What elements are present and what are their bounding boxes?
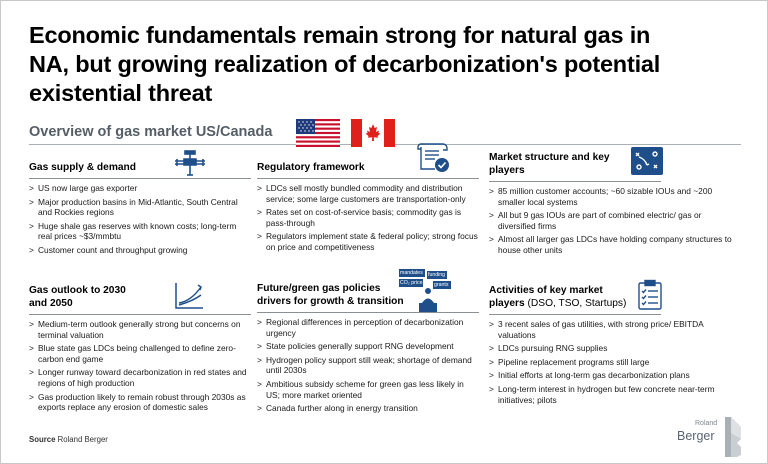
certificate-icon bbox=[415, 141, 453, 175]
list-item: > Hydrogen policy support still weak; shortage of demand until 2030s bbox=[257, 355, 479, 376]
valve-pipe-icon bbox=[173, 149, 207, 177]
bullet-list bbox=[29, 319, 251, 413]
list-item: > Ambitious subsidy scheme for green gas less likely in US; more market oriented bbox=[257, 379, 479, 400]
section-title: Market structure and key players bbox=[489, 152, 610, 176]
source-note bbox=[29, 435, 108, 444]
section-market-activities bbox=[489, 284, 741, 408]
icon-label-grants: grants bbox=[434, 282, 449, 288]
slide-subtitle: Overview of gas market US/Canada bbox=[29, 124, 273, 140]
list-item: > LDCs sell mostly bundled commodity and distribution service; some large customers are transportation-only bbox=[257, 183, 479, 204]
section-title bbox=[489, 284, 639, 310]
source-value: Roland Berger bbox=[57, 435, 108, 444]
strategy-board-icon bbox=[631, 147, 663, 175]
list-item: > Medium-term outlook generally strong but concerns on terminal valuation bbox=[29, 319, 251, 340]
list-item: > Customer count and throughput growing bbox=[29, 245, 251, 256]
section-divider bbox=[29, 178, 251, 179]
clipboard-checklist-icon bbox=[637, 279, 663, 311]
section-title: Future/green gas policies drivers for growth & transition bbox=[257, 283, 404, 307]
bullet-list bbox=[257, 317, 479, 414]
list-item: > Pipeline replacement programs still large bbox=[489, 357, 741, 368]
canada-flag-icon bbox=[351, 119, 395, 147]
bullet-list bbox=[489, 319, 741, 405]
list-item: > Huge shale gas reserves with known costs; long-term real prices ~$3/mmbtu bbox=[29, 221, 251, 242]
section-title-main: Activities of key market players bbox=[489, 285, 603, 309]
list-item: > Almost all larger gas LDCs have holding company structures to house other units bbox=[489, 234, 741, 255]
roland-berger-logo bbox=[723, 415, 745, 459]
list-item: > Initial efforts at long-term gas decarbonization plans bbox=[489, 370, 741, 381]
list-item: > US now large gas exporter bbox=[29, 183, 251, 194]
list-item: > Regulators implement state & federal policy; strong focus on price and competitiveness bbox=[257, 231, 479, 252]
bullet-list bbox=[257, 183, 479, 253]
list-item: > LDCs pursuing RNG supplies bbox=[489, 343, 741, 354]
section-gas-supply-demand bbox=[29, 161, 251, 259]
list-item: > Regional differences in perception of decarbonization urgency bbox=[257, 317, 479, 338]
list-item: > Longer runway toward decarbonization in red states and regions of high production bbox=[29, 367, 251, 388]
section-divider bbox=[29, 314, 251, 315]
list-item: > 85 million customer accounts; ~60 sizable IOUs and ~200 smaller local systems bbox=[489, 186, 741, 207]
icon-label-co2-price: CO₂ price bbox=[400, 280, 423, 286]
section-market-structure bbox=[489, 151, 741, 259]
bullet-list bbox=[489, 186, 741, 256]
brand-name-text: Berger bbox=[677, 429, 715, 443]
list-item: > Long-term interest in hydrogen but few concrete near-term initiatives; pilots bbox=[489, 384, 741, 405]
list-item: > Gas production likely to remain robust through 2030s as exports replace any erosion of domestic sales bbox=[29, 392, 251, 413]
section-title: Gas supply & demand bbox=[29, 162, 136, 173]
bullet-list bbox=[29, 183, 251, 256]
section-title: Gas outlook to 2030 and 2050 bbox=[29, 285, 126, 309]
section-divider bbox=[257, 178, 479, 179]
presenter-policy-icon bbox=[399, 269, 453, 313]
list-item: > 3 recent sales of gas utilities, with strong price/ EBITDA valuations bbox=[489, 319, 741, 340]
source-label: Source bbox=[29, 435, 56, 444]
section-regulatory-framework bbox=[257, 161, 479, 256]
list-item: > Major production basins in Mid-Atlantic, South Central and Rockies regions bbox=[29, 197, 251, 218]
list-item: > Canada further along in energy transition bbox=[257, 403, 479, 414]
section-title: Regulatory framework bbox=[257, 162, 365, 173]
growth-curve-icon bbox=[173, 281, 205, 311]
list-item: > All but 9 gas IOUs are part of combined electric/ gas or diversified firms bbox=[489, 210, 741, 231]
icon-label-mandates: mandates bbox=[400, 270, 423, 276]
brand-small-text: Roland bbox=[695, 420, 718, 427]
section-divider bbox=[489, 181, 661, 182]
icon-label-funding: funding bbox=[428, 272, 446, 278]
slide-title: Economic fundamentals remain strong for natural gas in NA, but growing realization of decarbonization's potential existential threat bbox=[29, 22, 661, 106]
section-divider bbox=[489, 314, 661, 315]
us-flag-icon bbox=[296, 119, 340, 147]
list-item: > Rates set on cost-of-service basis; commodity gas is pass-through bbox=[257, 207, 479, 228]
section-title-light: (DSO, TSO, Startups) bbox=[527, 298, 627, 309]
list-item: > State policies generally support RNG development bbox=[257, 341, 479, 352]
section-gas-outlook bbox=[29, 284, 251, 416]
list-item: > Blue state gas LDCs being challenged to define zero-carbon end game bbox=[29, 343, 251, 364]
